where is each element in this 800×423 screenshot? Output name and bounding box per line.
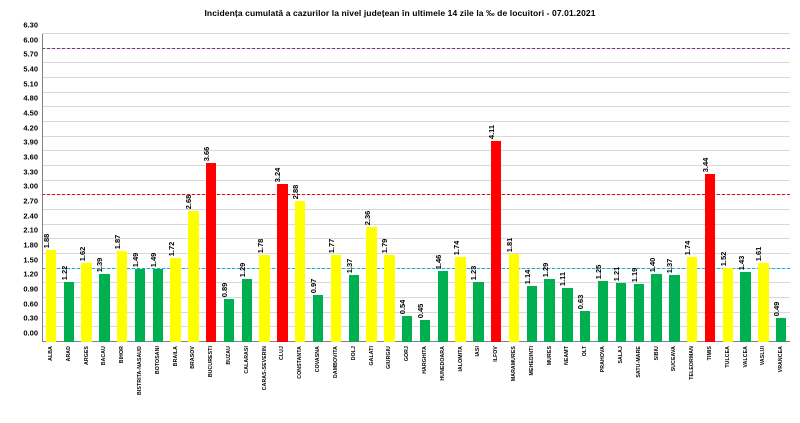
bar-slot [202,34,220,378]
bar-value-label: 1.74 [451,240,461,256]
bar-value-label: 1.22 [59,266,69,281]
bar-slot [166,34,185,367]
x-axis-category-label: HUNEDOARA [439,346,446,381]
bar[interactable] [505,237,519,342]
bar[interactable] [398,299,412,342]
x-axis-category-label: BACAU [101,346,108,366]
bar[interactable] [700,157,715,342]
bar[interactable] [255,238,269,342]
y-axis-tick-label: 5.40 [23,64,38,74]
bar-slot [451,34,470,372]
x-axis-category-label: VRANCEA [778,346,785,373]
bar-slot [754,34,773,366]
bar-slot [469,34,488,357]
bar[interactable] [647,257,661,342]
bar-value-label: 1.29 [540,262,550,278]
y-axis-tick-label: 3.30 [23,167,38,177]
bar-value-label: 1.37 [665,258,675,274]
x-axis-category-label: HARGHITA [421,346,428,374]
bar-value-label: 1.77 [326,239,336,254]
bar-value-label: 1.14 [522,269,532,285]
bar[interactable] [59,266,74,342]
bar-slot [647,34,666,361]
bar-slot [683,34,701,380]
x-axis-category-label: BUCURESTI [208,346,215,378]
x-axis-category-label: MARAMURES [511,346,518,382]
y-axis-tick-label: 3.90 [23,137,38,147]
bar-value-label: 1.52 [718,251,728,267]
bar[interactable] [754,246,768,342]
x-axis-category-label: DAMBOVITA [332,346,339,378]
y-axis-tick-label: 5.70 [23,49,38,59]
bar-value-label: 1.88 [41,233,51,249]
bar[interactable] [451,240,465,342]
x-axis-category-label: ILFOV [493,346,500,362]
bar-value-label: 2.36 [362,210,372,225]
bar-slot [344,34,363,361]
x-axis-category-label: SALAJ [617,346,624,364]
bar-value-label: 1.11 [558,271,568,286]
bar-slot [59,34,78,362]
bar-slot [309,34,327,373]
bar-value-label: 0.89 [220,282,230,297]
bar[interactable] [166,241,180,342]
bar[interactable] [184,194,198,342]
x-axis-category-label: BIHOR [119,346,126,364]
bar-value-label: 0.63 [576,294,586,310]
x-axis-category-label: BRASOV [190,346,197,369]
x-axis-category-label: BRAILA [172,346,179,367]
bar-slot [540,34,559,366]
x-axis-category-label: MURES [546,346,553,366]
x-axis-category-label: BISTRITA-NASAUD [136,346,143,395]
x-axis-category-label: OLT [582,346,589,357]
bar-slot [576,34,594,357]
bar[interactable] [362,210,376,342]
x-axis-category-label: SIBIU [653,346,660,361]
y-axis-tick-label: 4.50 [23,108,38,118]
bar-value-label: 0.97 [309,278,319,293]
y-axis-tick-label: 5.10 [23,79,38,89]
bar-value-label: 1.87 [113,234,123,249]
x-axis-category-label: DOLJ [350,346,357,361]
y-axis-tick-label: 2.40 [23,211,38,221]
bar-value-label: 1.79 [380,238,390,253]
bar[interactable] [237,262,252,342]
bar-value-label: 1.29 [237,262,247,278]
y-axis-tick-label: 0.30 [23,313,38,323]
bar-value-label: 2.68 [184,194,194,210]
bar[interactable] [469,265,483,342]
x-axis-category-label: BOTOSANI [154,346,161,375]
bar[interactable] [415,303,430,342]
bar-slot [772,34,790,373]
bar[interactable] [736,255,750,342]
bar-slot [718,34,737,368]
x-axis-category-label: PRAHOVA [600,346,607,373]
bar-value-label: 1.78 [255,238,265,254]
x-axis-category-label: GALATI [368,346,375,366]
bar-value-label: 1.37 [344,258,354,274]
bar[interactable] [718,251,733,342]
bar[interactable] [220,282,234,343]
y-axis-tick-label: 0.00 [23,328,38,338]
bar-slot [380,34,398,369]
bar[interactable] [77,246,91,342]
bar-slot [220,34,238,365]
x-axis-category-label: MEHEDINTI [528,346,535,376]
y-axis-tick-label: 0.60 [23,299,38,309]
bar[interactable] [594,264,608,342]
bar[interactable] [41,233,56,342]
x-axis-category-label: COVASNA [315,346,322,373]
bar[interactable] [576,294,590,342]
bar[interactable] [326,239,341,342]
bar-value-label: 0.54 [398,299,408,314]
bar[interactable] [291,184,305,342]
chart-title: Incidența cumulată a cazurilor la nivel județean în ultimele 14 zile la ‰ de locuitori - 07.01.2021 [204,8,596,18]
x-axis-category-label: CONSTANTA [297,346,304,379]
x-axis-category-label: NEAMT [564,346,571,365]
y-axis-tick-label: 1.50 [23,255,38,265]
x-axis-category-label: TULCEA [724,346,731,368]
x-axis-category-label: SUCEAVA [671,346,678,372]
bar-slot [113,34,131,364]
bar-slot [291,34,309,379]
x-axis-category-label: GORJ [404,346,411,362]
bar-value-label: 1.39 [95,257,105,273]
bar-slot [273,34,292,360]
bar-value-label: 1.49 [148,252,158,268]
bar-slot [700,34,719,361]
bar-slot [736,34,755,368]
bar-value-label: 1.62 [77,246,87,262]
bar-slot [398,34,416,362]
plot-area [23,20,790,395]
bar-slot [558,34,577,365]
bar[interactable] [540,262,554,342]
x-axis-category-label: ARGES [83,346,90,365]
y-axis-tick-label: 4.20 [23,123,38,133]
bar-slot [362,34,381,366]
bar-slot [433,34,452,381]
bar-value-label: 3.44 [700,157,710,173]
bar-slot [505,34,523,382]
y-axis-tick-label: 2.10 [23,225,38,235]
bar[interactable] [95,257,109,342]
y-axis-tick-label: 3.60 [23,152,38,162]
x-axis-category-label: VALCEA [742,346,749,368]
bar[interactable] [665,258,679,342]
bar[interactable] [202,146,216,342]
bar[interactable] [487,124,501,342]
bar-value-label: 2.88 [291,184,301,200]
bar-slot [77,34,96,365]
bar-slot [629,34,648,378]
bar[interactable] [683,240,697,342]
bar-value-label: 1.46 [433,254,443,269]
y-axis-tick-label: 4.80 [23,93,38,103]
x-axis-category-label: GIURGIU [386,346,393,369]
bar-slot [184,34,203,369]
bar-slot [255,34,274,391]
bar-value-label: 1.23 [469,265,479,281]
bar[interactable] [611,266,626,342]
bar[interactable] [772,301,786,342]
x-axis-category-label: VASLUI [760,346,767,366]
bar[interactable] [380,238,394,343]
bar[interactable] [344,258,359,342]
bar-slot [237,34,256,374]
bar[interactable] [113,234,127,342]
bar-slot [130,34,149,395]
bar-value-label: 0.49 [772,301,782,317]
bar-slot [665,34,683,372]
bar[interactable] [130,252,145,342]
bar[interactable] [148,252,163,342]
bar-value-label: 1.74 [683,240,693,256]
bar-value-label: 1.49 [130,252,140,268]
bar-slot [594,34,612,373]
bar-slot [41,34,60,361]
bar[interactable] [558,271,572,342]
y-axis-tick-label: 2.70 [23,196,38,206]
bar-value-label: 1.61 [754,246,764,262]
x-axis-category-label: IALOMITA [457,346,464,372]
bar-value-label: 1.25 [594,264,604,280]
bar-value-label: 1.19 [629,267,639,283]
bar-slot [95,34,113,366]
x-axis-category-label: TIMIS [706,346,713,361]
bar-value-label: 0.45 [415,303,425,319]
bar-value-label: 3.66 [202,146,212,162]
bar-value-label: 1.72 [166,241,176,257]
bar-value-label: 1.81 [505,237,515,252]
bar-series [41,34,790,395]
x-axis-category-label: SATU-MARE [635,346,642,378]
x-axis-category-label: TELEORMAN [689,346,696,380]
x-axis-category-label: IASI [475,346,482,357]
bar-slot [522,34,541,376]
y-axis-tick-label: 0.90 [23,284,38,294]
bar[interactable] [629,267,644,342]
x-axis-category-label: ARAD [65,346,72,362]
y-axis-tick-label: 6.00 [23,35,38,45]
bar[interactable] [522,269,537,342]
x-axis-category-label: CALARASI [243,346,250,374]
bar[interactable] [309,278,323,342]
bar-slot [487,34,505,362]
y-axis-tick-label: 3.00 [23,181,38,191]
x-axis-category-label: BUZAU [226,346,233,365]
bar-slot [326,34,345,378]
bar-slot [611,34,630,364]
bar-slot [148,34,167,375]
bar[interactable] [433,254,448,342]
x-axis-category-label: CARAS-SEVERIN [261,346,268,391]
bar-slot [415,34,434,374]
bar[interactable] [273,167,287,342]
y-axis-tick-label: 1.20 [23,269,38,279]
y-axis-tick-label: 1.80 [23,240,38,250]
x-axis-category-label: ALBA [47,346,54,361]
bar-value-label: 3.24 [273,167,283,182]
x-axis-category-label: CLUJ [279,346,286,360]
bar-value-label: 4.11 [487,124,497,140]
bar-value-label: 1.43 [736,255,746,271]
y-axis-tick-label: 6.30 [23,20,38,30]
bar-value-label: 1.21 [611,266,621,282]
bar-value-label: 1.40 [647,257,657,272]
